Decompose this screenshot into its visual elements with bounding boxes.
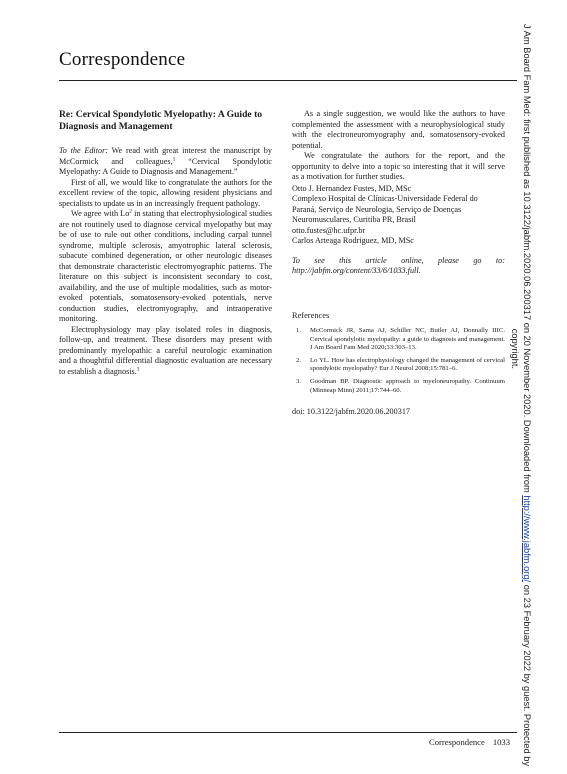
- download-watermark: J Am Board Fam Med: first published as 10.3122/jabfm.2020.06.200317 on 20 November 2020. Downloaded from http://www.jabfm.org/ on 23 February 2022 by guest. Protected by copyright.: [510, 24, 532, 767]
- reference-item: 2. Lo YL. How has electrophysiology changed the management of cervical spondylotic myelopathy? Eur J Neurol 2008;15:781–6.: [296, 356, 505, 373]
- affiliation-line-1: Complexo Hospital de Clínicas-Universidade Federal do: [292, 194, 478, 203]
- paragraph-4: Electrophysiology may play isolated roles in diagnosis, follow-up, and treatment. These disorders may present with predominantly myelopathic a careful neurologic examination and a thoughtful differential diagnostic evaluation are necessary to establish a diagnosis.$^3$: [59, 324, 272, 376]
- left-column: [59, 109, 272, 377]
- references-heading: References: [292, 310, 330, 320]
- author-2: Carlos Arteaga Rodriguez, MD, MSc: [292, 236, 414, 245]
- citation-3: 3: [136, 366, 140, 373]
- citation-2: 2: [129, 208, 133, 215]
- salutation: To the Editor:: [59, 146, 108, 156]
- jabfm-link[interactable]: http://www.jabfm.org/: [522, 495, 532, 583]
- paragraph-6: We congratulate the authors for the report, and the opportunity to delve into a topic so interesting that it will serve as a motivation for further studies.: [292, 151, 505, 181]
- affiliation-line-2: Paraná, Serviço de Neurologia, Serviço de Doenças: [292, 204, 462, 214]
- references-list: [292, 327, 505, 395]
- header-rule: [59, 80, 517, 81]
- footer-rule: [59, 732, 517, 733]
- author-email[interactable]: otto.fustes@hc.ufpr.br: [292, 225, 366, 235]
- paragraph-5: As a single suggestion, we would like the authors to have complemented the assessment with a neurophysiological study with the electroneuromyography and, somatosensory-evoked potential.: [292, 109, 505, 150]
- affiliation-line-3: Neuromusculares, Curitiba PR, Brasil: [292, 215, 416, 224]
- paragraph-1: To the Editor: We read with great interest the manuscript by McCormick and colleagues,$^1$ “Cervical Spondylotic Myelopathy: A Guide to Diagnosis and Management.”: [59, 146, 272, 177]
- page-number: 1033: [492, 737, 510, 747]
- doi: doi: 10.3122/jabfm.2020.06.200317: [292, 407, 411, 417]
- reference-item: 1. McCormick JR, Sama AJ, Schiller NC, Butler AJ, Donnally IIIC. Cervical spondylotic myelopathy: a guide to diagnosis and management. J Am Board Fam Med 2020;33:303–13.: [296, 327, 505, 352]
- section-title: Correspondence: [59, 49, 186, 70]
- reference-item: 3. Goodman BP. Diagnostic approach to myeloneuropathy. Continuum (Minneap Minn) 2011;17:744–60.: [296, 377, 505, 394]
- paragraph-3: We agree with Lo$^2$ in stating that electrophysiological studies are not routinely used to diagnose cervical myelopathy but may be of use to rule out other conditions, including carpal tunnel syndrome, multiple sclerosis, amyotrophic lateral sclerosis, subacute combined degeneration, or other neurologic diseases that demonstrate characteristic electromyographic patterns. The literature on this subject is inconsistent secondary to cost, availability, and the use of multiple modalities, such as motor-evoked potentials, somatosensory-evoked potentials, nerve conduction studies, electromyography, and intraoperative monitoring.: [59, 208, 272, 324]
- paragraph-2: First of all, we would like to congratulate the authors for the excellent review of the topic, allowing resident physicians and specialists to update us in an increasingly frequent pathology.: [59, 177, 272, 208]
- page-footer: [429, 737, 510, 747]
- article-title: Re: Cervical Spondylotic Myelopathy: A Guide to Diagnosis and Management: [59, 109, 263, 133]
- footer-section: Correspondence: [428, 737, 485, 747]
- author-1: Otto J. Hernandez Fustes, MD, MSc: [292, 183, 412, 193]
- right-column: [292, 109, 505, 418]
- citation-1: 1: [172, 156, 176, 163]
- online-article-note[interactable]: To see this article online, please go to: http://jabfm.org/content/33/6/1033.full.: [292, 255, 505, 275]
